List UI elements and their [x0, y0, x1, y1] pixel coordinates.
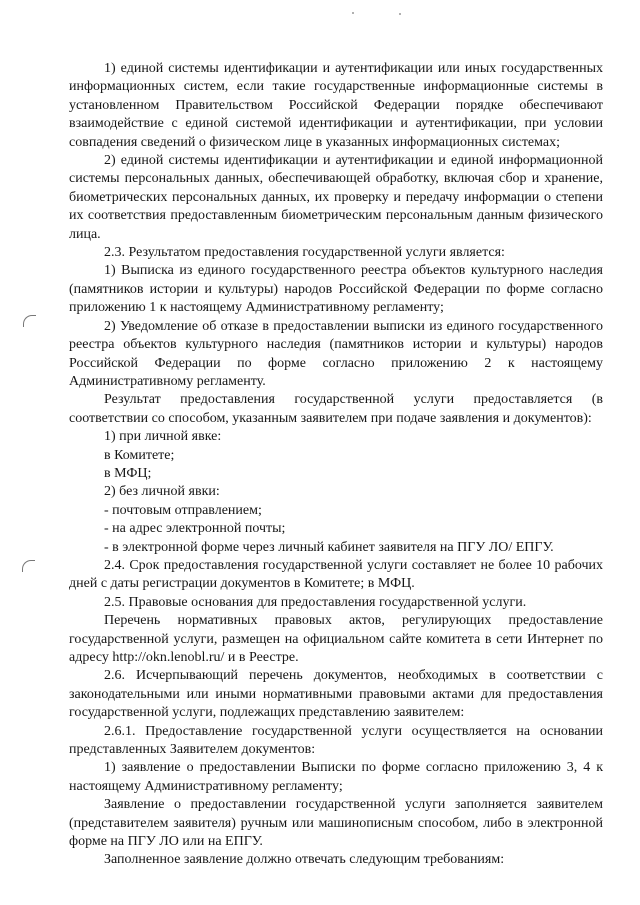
hole-punch-mark	[23, 315, 36, 327]
hole-punch-mark	[22, 560, 35, 572]
list-item-remote: 2) без личной явки:	[104, 484, 220, 500]
paragraph-biometric-system: 2) единой системы идентификации и аутентификации и единой информационной системы персональных данных, обеспечивающей обработку, включая сбор и хранение, биометрических персональных данных, их проверку и передачу информации о степени их соответствия предоставленным биометрическим персональным данным физического лица.	[69, 153, 603, 242]
result-item-refusal: 2) Уведомление об отказе в предоставлении выписки из единого государственного реестра объектов культурного наследия (памятников истории и культуры) народов Российской Федерации по форме согласно приложению 2 к настоящему Административному регламенту.	[69, 318, 603, 389]
document-body	[69, 60, 603, 870]
section-2-6-1-basis: 2.6.1. Предоставление государственной услуги осуществляется на основании представленных Заявителем документов:	[69, 723, 603, 758]
list-item-in-person: 1) при личной явке:	[104, 429, 222, 445]
section-2-3-heading: 2.3. Результатом предоставления государственной услуги является:	[104, 245, 505, 261]
application-requirements-paragraph: Заполненное заявление должно отвечать следующим требованиям:	[104, 852, 505, 868]
paragraph-identification-system: 1) единой системы идентификации и аутентификации или иных государственных информационных систем, если такие государственные информационные системы в установленном Правительством Российской Федерации порядке обеспечивают взаимодействие с единой системой идентификации и аутентификации, при условии совпадения сведений о физическом лице в указанных информационных системах;	[69, 61, 603, 150]
list-item-post: - почтовым отправлением;	[104, 502, 262, 518]
scan-speck	[399, 13, 401, 15]
section-2-6-documents: 2.6. Исчерпывающий перечень документов, необходимых в соответствии с законодательными или иными нормативными правовыми актами для предоставления государственной услуги, подлежащих представлению заявителем:	[69, 668, 603, 721]
result-item-extract: 1) Выписка из единого государственного реестра объектов культурного наследия (памятников истории и культуры) народов Российской Федерации по форме согласно приложению 1 к настоящему Административному регламенту;	[69, 263, 603, 316]
scan-speck	[352, 12, 354, 14]
section-2-5-heading: 2.5. Правовые основания для предоставления государственной услуги.	[104, 594, 527, 610]
legal-acts-paragraph: Перечень нормативных правовых актов, регулирующих предоставление государственной услуги, размещен на официальном сайте комитета в сети Интернет по адресу http://okn.lenobl.ru/ и в Реестре.	[69, 613, 603, 665]
result-delivery-paragraph: Результат предоставления государственной услуги предоставляется (в соответствии со способом, указанным заявителем при подаче заявления и документов):	[69, 392, 603, 426]
list-item-mfc: в МФЦ;	[104, 465, 152, 481]
application-filling-paragraph: Заявление о предоставлении государственной услуги заполняется заявителем (представителем заявителя) ручным или машинописным способом, либо в электронной форме на ПГУ ЛО или на ЕПГУ.	[69, 797, 603, 850]
documents-item-application: 1) заявление о предоставлении Выписки по форме согласно приложению 3, 4 к настоящему Административному регламенту;	[69, 760, 603, 794]
list-item-email: - на адрес электронной почты;	[104, 521, 286, 537]
list-item-online: - в электронной форме через личный кабинет заявителя на ПГУ ЛО/ ЕПГУ.	[104, 539, 554, 555]
section-2-4-term: 2.4. Срок предоставления государственной услуги составляет не более 10 рабочих дней с даты регистрации документов в Комитете; в МФЦ.	[69, 557, 603, 592]
list-item-committee: в Комитете;	[104, 447, 175, 463]
